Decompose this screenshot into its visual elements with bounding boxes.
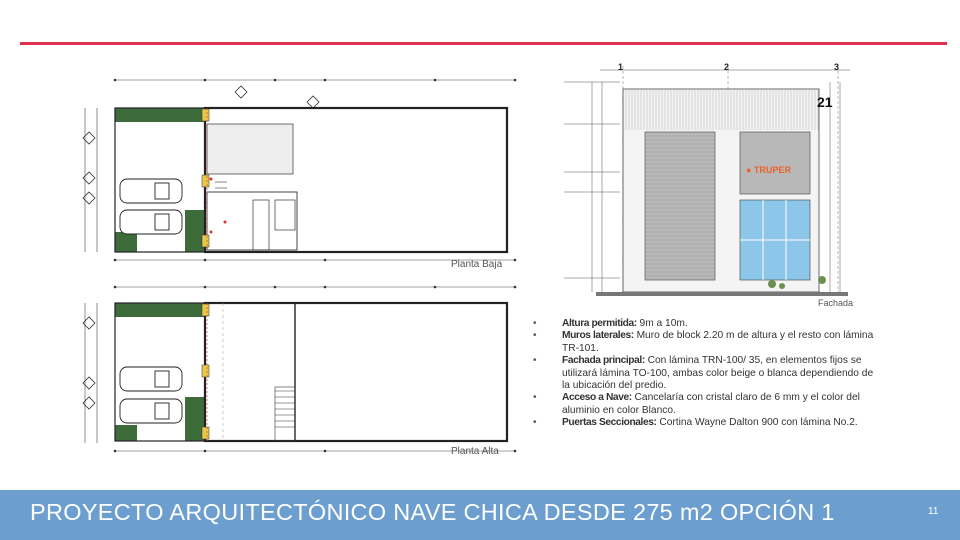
facade-label: Fachada — [818, 298, 854, 308]
spec-item — [533, 318, 878, 330]
spec-item — [533, 392, 878, 417]
top-accent-rule — [20, 42, 947, 45]
spec-item — [533, 330, 878, 355]
facade-grid-label-2: 2 — [724, 62, 730, 72]
facade-elevation — [560, 62, 860, 300]
specifications-list — [533, 318, 878, 430]
spec-key: Muros laterales: — [562, 330, 634, 342]
slide-title: PROYECTO ARQUITECTÓNICO NAVE CHICA DESDE 275 m2 OPCIÓN 1 — [30, 499, 835, 525]
facade-sign-text: TRUPER — [753, 165, 791, 175]
page-number: 11 — [928, 506, 939, 517]
facade-grid-label-1: 1 — [618, 62, 624, 72]
facade-grid-label-3: 3 — [834, 62, 840, 72]
upper-floor-plan — [75, 275, 525, 460]
spec-key: Puertas Seccionales: — [562, 417, 657, 429]
upper-floor-label: Planta Alta — [451, 446, 499, 457]
spec-key: Fachada principal: — [562, 355, 645, 367]
spec-text: Con lámina TRN-100/ 35, en elementos fijos se utilizará lámina TO-100, ambas color beige o blanca dependiendo de la ubicación del predio. — [562, 355, 874, 392]
footer-bar — [0, 490, 960, 540]
spec-item — [533, 417, 878, 429]
sign-logo-icon: ● — [746, 165, 754, 175]
spec-item — [533, 355, 878, 392]
facade-number: 21 — [817, 94, 833, 110]
spec-text: Muro de block 2.20 m de altura y el resto con lámina TR-101. — [562, 330, 874, 354]
spec-text: Cortina Wayne Dalton 900 con lámina No.2. — [656, 417, 858, 429]
facade-sign — [746, 165, 791, 175]
ground-floor-label: Planta Baja — [451, 259, 503, 270]
spec-key: Acceso a Nave: — [562, 392, 632, 404]
spec-text: 9m a 10m. — [636, 318, 688, 329]
spec-text: Cancelaría con cristal claro de 6 mm y el color del aluminio en color Blanco. — [562, 392, 860, 416]
ground-floor-plan — [75, 72, 525, 272]
spec-key: Altura permitida: — [562, 318, 637, 329]
